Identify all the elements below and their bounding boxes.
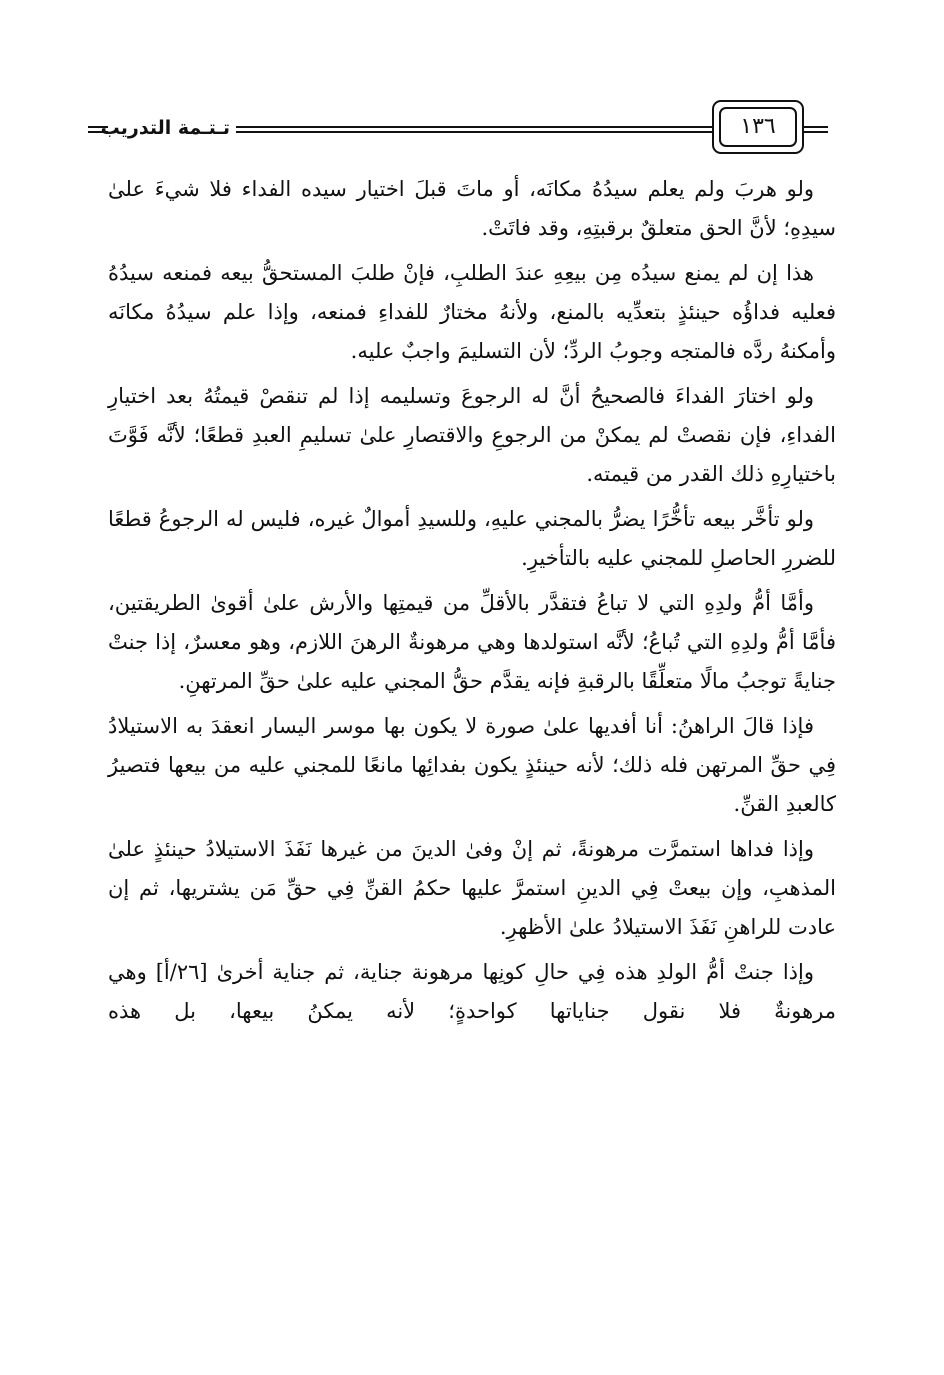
- running-title: تـتـمة التدريب: [100, 117, 230, 139]
- paragraph: فإذا قالَ الراهنُ: أنا أفديها علىٰ صورة لا يكون بها موسر اليسار انعقدَ به الاستيلادُ فِي حقِّ المرتهن فله ذلك؛ لأنه حينئذٍ يكون بفدائِها مانعًا للمجني عليه من بيعها فتصيرُ كالعبدِ القنِّ.: [108, 714, 836, 816]
- paragraph: وإذا فداها استمرَّت مرهونةً، ثم إنْ وفىٰ الدينَ من غيرها نَفَذَ الاستيلادُ حينئذٍ علىٰ المذهبِ، وإن بيعتْ فِي الدينِ استمرَّ عليها حكمُ القنِّ فِي حقِّ مَن يشتريها، ثم إن عادت للراهنِ نَفَذَ الاستيلادُ علىٰ الأظهرِ.: [108, 837, 836, 939]
- page-header: [88, 100, 848, 156]
- body-text: [108, 170, 836, 1037]
- paragraph: ولو اختارَ الفداءَ فالصحيحُ أنَّ له الرجوعَ وتسليمه إذا لم تنقصْ قيمتُهُ بعد اختيارِ الفداءِ، فإن نقصتْ لم يمكنْ من الرجوعِ والاقتصارِ علىٰ تسليمِ العبدِ قطعًا؛ لأنَّه فَوَّتَ باختيارِهِ ذلك القدر من قيمته.: [108, 384, 836, 486]
- paragraph: وإذا جنتْ أمُّ الولدِ هذه فِي حالِ كونِها مرهونة جناية، ثم جناية أخرىٰ [٢٦/أ] وهي مرهونةٌ فلا نقول جناياتها كواحدةٍ؛ لأنه يمكنُ بيعها، بل هذه: [108, 960, 836, 1023]
- paragraph: ولو تأخَّر بيعه تأخُّرًا يضرُّ بالمجني عليهِ، وللسيدِ أموالٌ غيره، فليس له الرجوعُ قطعًا للضررِ الحاصلِ للمجني عليه بالتأخيرِ.: [108, 507, 836, 570]
- header-rule-end: [804, 126, 828, 133]
- paragraph: ولو هربَ ولم يعلم سيدُهُ مكانَه، أو ماتَ قبلَ اختيار سيده الفداء فلا شيءَ علىٰ سيدِهِ؛ لأنَّ الحق متعلقٌ برقبتِهِ، وقد فاتَتْ.: [108, 177, 836, 240]
- page-number: ١٣٦: [719, 107, 797, 147]
- paragraph: وأمَّا أمُّ ولدِهِ التي لا تباعُ فتقدَّر بالأقلِّ من قيمتِها والأرش علىٰ أقوىٰ الطريقتين، فأمَّا أمُّ ولدِهِ التي تُباعُ؛ لأنَّه استولدها وهي مرهونةٌ الرهنَ اللازم، وهو معسرٌ، إذا جنتْ جنايةً توجبُ مالًا متعلِّقًا بالرقبةِ فإنه يقدَّم حقُّ المجني عليه علىٰ حقِّ المرتهنِ.: [108, 591, 836, 693]
- page-number-frame: [712, 100, 804, 154]
- paragraph: هذا إن لم يمنع سيدُه مِن بيعِهِ عندَ الطلبِ، فإنْ طلبَ المستحقُّ بيعه فمنعه سيدُهُ فعليه فداؤُه حينئذٍ بتعدِّيه بالمنع، ولأنهُ مختارٌ للفداءِ فمنعه، وإذا علم سيدُهُ مكانَه وأمكنهُ ردَّه فالمتجه وجوبُ الردِّ؛ لأن التسليمَ واجبٌ عليه.: [108, 261, 836, 363]
